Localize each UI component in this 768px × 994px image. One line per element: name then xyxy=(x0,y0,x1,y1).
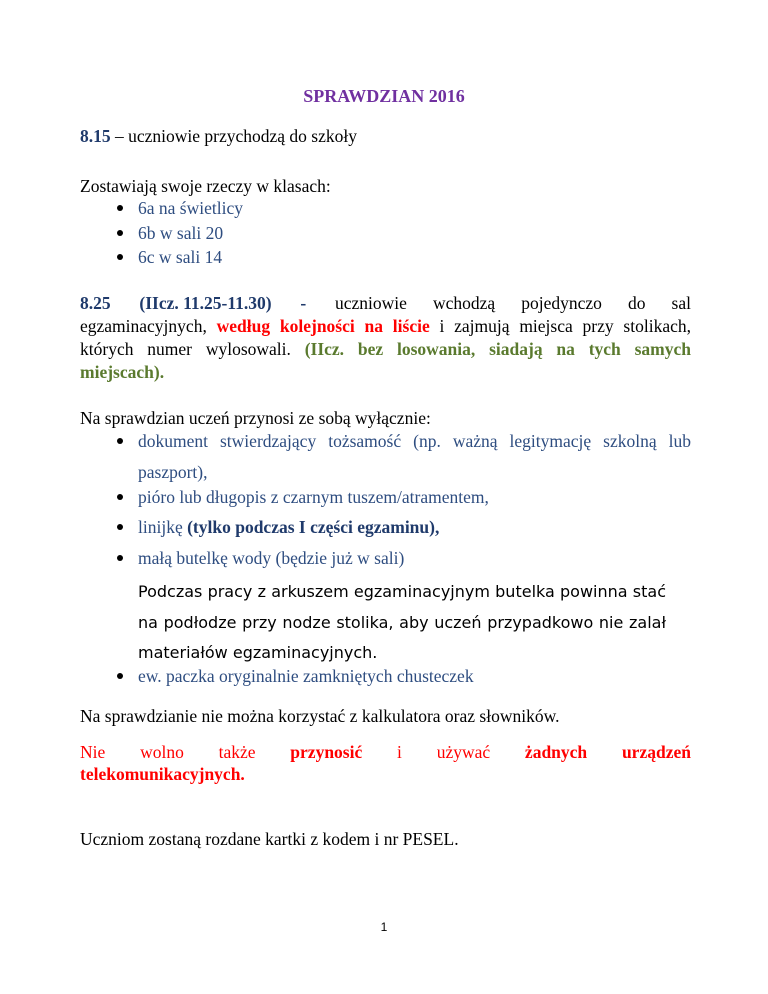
no-calculator-rule: Na sprawdzianie nie można korzystać z kalkulatora oraz słowników. xyxy=(80,706,560,726)
allowed-intro: Na sprawdzian uczeń przynosi ze sobą wyłącznie: xyxy=(80,408,431,428)
bullet-icon xyxy=(117,438,123,444)
entry-part2-time: (IIcz. 11.25-11.30) xyxy=(139,293,272,313)
bullet-icon xyxy=(117,555,123,561)
entry-line-3 xyxy=(80,339,691,359)
entry-text-2b: i zajmują miejsca przy stolikach, xyxy=(429,316,691,336)
entry-order-highlight: według kolejności na liście xyxy=(216,316,430,336)
entry-text-1: uczniowie wchodzą pojedynczo do sal xyxy=(334,293,691,313)
devices-word-urzadzen: urządzeń xyxy=(621,742,691,762)
devices-word-nie: Nie xyxy=(80,742,106,762)
entry-line-2 xyxy=(80,316,691,336)
closing-note: Uczniom zostaną rozdane kartki z kodem i nr PESEL. xyxy=(80,829,459,849)
devices-rule-line-2: telekomunikacyjnych. xyxy=(80,764,245,784)
bullet-icon xyxy=(117,673,123,679)
devices-word-i: i xyxy=(397,742,402,762)
water-note-line-1: Podczas pracy z arkuszem egzaminacyjnym butelka powinna stać xyxy=(138,582,666,601)
allowed-item-tissues: ew. paczka oryginalnie zamkniętych chusteczek xyxy=(138,666,474,686)
belongings-item-6a: 6a na świetlicy xyxy=(138,198,243,218)
entry-time: 8.25 xyxy=(80,293,111,313)
page-title: SPRAWDZIAN 2016 xyxy=(303,86,465,106)
allowed-item-ruler xyxy=(138,517,439,537)
entry-line-1 xyxy=(80,293,691,313)
entry-part2-note: (IIcz. bez losowania, siadają na tych samych xyxy=(304,339,691,359)
bullet-icon xyxy=(117,524,123,530)
allowed-item-document-cont: paszport), xyxy=(138,462,208,482)
devices-word-zadnych: żadnych xyxy=(524,742,588,762)
entry-text-2a: egzaminacyjnych, xyxy=(80,316,217,336)
bullet-icon xyxy=(117,230,123,236)
arrival-time: 8.15 xyxy=(80,126,111,146)
ruler-note: (tylko podczas I części egzaminu), xyxy=(187,517,440,537)
allowed-item-pen: pióro lub długopis z czarnym tuszem/atramentem, xyxy=(138,487,489,507)
bullet-icon xyxy=(117,205,123,211)
belongings-item-6c: 6c w sali 14 xyxy=(138,247,223,267)
bullet-icon xyxy=(117,494,123,500)
allowed-item-water: małą butelkę wody (będzie już w sali) xyxy=(138,548,405,568)
water-note-line-3: materiałów egzaminacyjnych. xyxy=(138,643,378,662)
ruler-label: linijkę xyxy=(138,517,188,537)
allowed-item-document: dokument stwierdzający tożsamość (np. ważną legitymację szkolną lub xyxy=(138,431,691,451)
belongings-intro: Zostawiają swoje rzeczy w klasach: xyxy=(80,176,331,196)
devices-word-wolno: wolno xyxy=(140,742,184,762)
bullet-icon xyxy=(117,254,123,260)
devices-rule-line-1 xyxy=(80,742,691,762)
page-number: 1 xyxy=(380,920,388,934)
belongings-item-6b: 6b w sali 20 xyxy=(138,223,224,243)
entry-line-4: miejscach). xyxy=(80,362,165,382)
water-note-line-2: na podłodze przy nodze stolika, aby uczeń przypadkowo nie zalał xyxy=(138,613,666,632)
arrival-text: – uczniowie przychodzą do szkoły xyxy=(110,126,358,146)
devices-word-takze: także xyxy=(218,742,256,762)
arrival-line xyxy=(80,126,357,146)
entry-text-3a: których numer wylosowali. xyxy=(80,339,305,359)
devices-word-uzywac: używać xyxy=(436,742,491,762)
entry-dash: - xyxy=(300,293,307,313)
devices-word-przynosic: przynosić xyxy=(290,742,363,762)
